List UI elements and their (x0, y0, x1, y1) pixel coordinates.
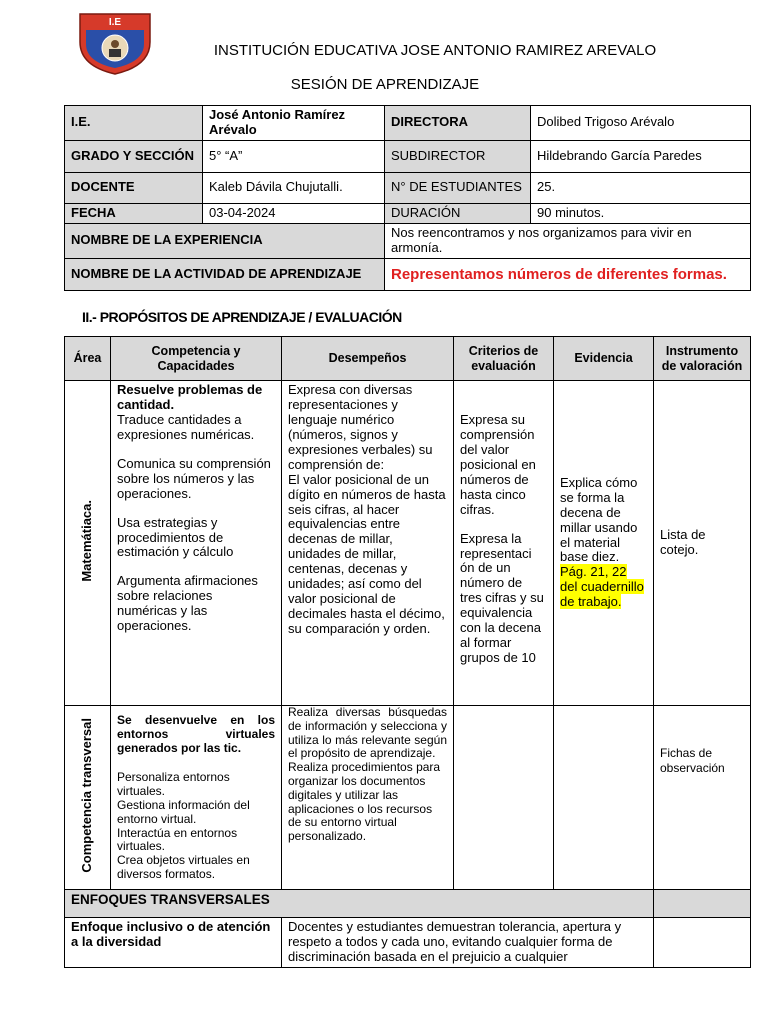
desempeno-detail: El valor posicional de un dígito en números de hasta seis cifras, al hacer equivalencias entre decenas de millar, unidades de millar, centenas, decenas y unidades; así como del valor posicional de decimales hasta el décimo, su comparación y orden. (288, 471, 446, 636)
competencia-title-2: Se desenvuelve en los entornos virtuales generados por las tic. (117, 713, 275, 755)
directora-label: DIRECTORA (385, 106, 531, 141)
evidencia-text: Explica cómo se forma la decena de millar usando el material base diez. (560, 474, 638, 565)
capacidad-2-4: Crea objetos virtuales en diversos formatos. (117, 853, 250, 881)
section-title: II.- PROPÓSITOS DE APRENDIZAJE / EVALUACIÓN (82, 309, 402, 325)
capacidad-4: Argumenta afirmaciones sobre relaciones numéricas y las operaciones. (117, 573, 258, 634)
estudiantes-value: 25. (531, 172, 751, 203)
duracion-label: DURACIÓN (385, 203, 531, 223)
instrumento-1: Lista de cotejo. (654, 381, 751, 706)
docente-label: DOCENTE (65, 172, 203, 203)
criterio-1: Expresa su comprensión del valor posicional en números de hasta cinco cifras. (460, 412, 536, 517)
area-cell (65, 381, 111, 706)
experiencia-value: Nos reencontramos y nos organizamos para vivir en armonía. (385, 223, 751, 258)
enfoque-label: Enfoque inclusivo o de atención a la diversidad (65, 918, 282, 968)
header-evidencia: Evidencia (554, 337, 654, 381)
area-label: Matemátiaca. (79, 500, 95, 582)
purposes-table (64, 336, 751, 968)
ie-value: José Antonio Ramírez Arévalo (203, 106, 385, 141)
header-competencia: Competencia y Capacidades (111, 337, 282, 381)
grado-label: GRADO Y SECCIÓN (65, 140, 203, 172)
capacidad-1: Traduce cantidades a expresiones numéricas. (117, 411, 255, 442)
competencia-title: Resuelve problemas de cantidad. (117, 382, 263, 412)
enfoque-value: Docentes y estudiantes demuestran tolerancia, apertura y respeto a todos y cada uno, evitando cualquier forma de discriminación basada en el prejuicio a cualquier (282, 918, 654, 968)
actividad-value: Representamos números de diferentes formas. (385, 258, 751, 290)
fecha-value: 03-04-2024 (203, 203, 385, 223)
duracion-value: 90 minutos. (531, 203, 751, 223)
capacidad-2-3: Interactúa en entornos virtuales. (117, 825, 238, 854)
criterio-2: Expresa la representaci ón de un número de tres cifras y su equivalencia con la decena al formar grupos de 10 (460, 530, 544, 666)
desempeno-intro: Expresa con diversas representaciones y lenguaje numérico (números, signos y expresiones verbales) su comprensión de: (288, 382, 433, 472)
header-area: Área (65, 337, 111, 381)
estudiantes-label: N° DE ESTUDIANTES (385, 172, 531, 203)
institution-title: INSTITUCIÓN EDUCATIVA JOSE ANTONIO RAMIREZ AREVALO (213, 42, 657, 59)
subdirector-label: SUBDIRECTOR (385, 140, 531, 172)
header-criterios: Criterios de evaluación (454, 337, 554, 381)
desempeno-2-2: Realiza procedimientos para organizar los documentos digitales y utilizar las aplicaciones o los recursos de su entorno virtual personalizado. (288, 760, 441, 844)
fecha-label: FECHA (65, 203, 203, 223)
directora-value: Dolibed Trigoso Arévalo (531, 106, 751, 141)
actividad-label: NOMBRE DE LA ACTIVIDAD DE APRENDIZAJE (65, 258, 385, 290)
ie-label: I.E. (65, 106, 203, 141)
subdirector-value: Hildebrando García Paredes (531, 140, 751, 172)
header-instrumento: Instrumento de valoración (654, 337, 751, 381)
capacidad-2: Comunica su comprensión sobre los números y las operaciones. (117, 455, 271, 501)
capacidad-3: Usa estrategias y procedimientos de estimación y cálculo (117, 514, 234, 560)
header-desempenos: Desempeños (282, 337, 454, 381)
session-title: SESIÓN DE APRENDIZAJE (290, 76, 480, 93)
area-label-2: Competencia transversal (79, 718, 95, 873)
experiencia-label: NOMBRE DE LA EXPERIENCIA (65, 223, 385, 258)
instrumento-2: Fichas de observación (660, 746, 725, 775)
evidencia-highlight: Pág. 21, 22 del cuadernillo de trabajo. (560, 564, 644, 610)
school-logo-icon (78, 12, 152, 76)
capacidad-2-2: Gestiona información del entorno virtual. (117, 797, 250, 826)
docente-value: Kaleb Dávila Chujutalli. (203, 172, 385, 203)
enfoques-title: ENFOQUES TRANSVERSALES (65, 890, 654, 918)
logo-text: I.E (108, 17, 122, 28)
desempeno-2-1: Realiza diversas búsquedas de información y selecciona y utiliza lo más relevante según el propósito de aprendizaje. (288, 705, 447, 761)
capacidad-2-1: Personaliza entornos virtuales. (117, 770, 230, 799)
grado-value: 5° “A” (203, 140, 385, 172)
area-cell-2 (65, 706, 111, 890)
info-table (64, 105, 751, 291)
